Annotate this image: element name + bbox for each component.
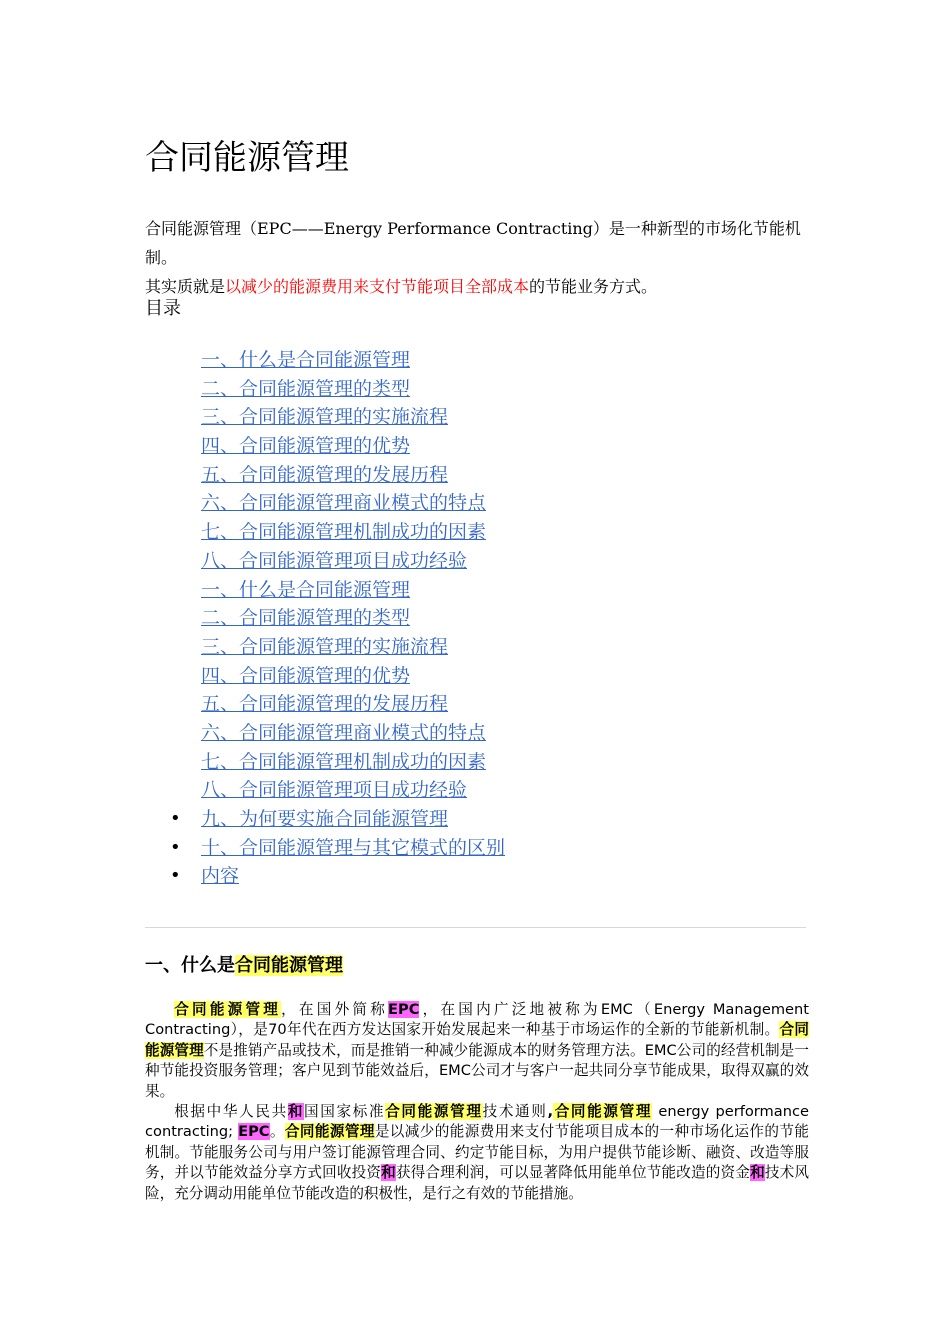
toc-link[interactable]: 七、合同能源管理机制成功的因素 (201, 750, 487, 773)
toc-item (201, 690, 505, 719)
body-paragraph-2 (145, 1102, 809, 1204)
body-text: EMC (644, 1041, 677, 1059)
toc-item (201, 662, 505, 691)
toc-link[interactable]: 内容 (201, 865, 240, 888)
toc-link[interactable]: 四、合同能源管理的优势 (201, 435, 411, 458)
toc-link[interactable]: 四、合同能源管理的优势 (201, 664, 411, 687)
toc-item (201, 375, 505, 404)
body-text: 不是推销产品或技术，而是推销一种减少能源成本的财务管理方法。 (203, 1041, 645, 1059)
highlight-term: 合同能源管理 (174, 1001, 282, 1018)
toc-item (201, 346, 505, 375)
toc-link[interactable]: 十、合同能源管理与其它模式的区别 (201, 836, 506, 859)
body-paragraph-1 (145, 1000, 809, 1102)
toc-item (201, 748, 505, 777)
body-text: ，在国外简称 (281, 1001, 389, 1018)
body-text: ，是 (238, 1021, 269, 1039)
toc-link[interactable]: 八、合同能源管理项目成功经验 (201, 779, 468, 802)
intro-line-2-prefix: 其实质就是 (145, 277, 226, 296)
body-text: 获得合理利润，可以显著降低用能单位节能改造的资金 (395, 1164, 751, 1182)
highlight-term: 和 (381, 1164, 396, 1182)
toc-link[interactable]: 二、合同能源管理的类型 (201, 607, 411, 630)
body-text: EMC (438, 1062, 471, 1080)
highlight-term: EPC (388, 1001, 420, 1018)
toc-link[interactable]: 七、合同能源管理机制成功的因素 (201, 521, 487, 544)
toc-label: 目录 (145, 298, 181, 319)
body-text: 年代在西方发达国家开始发展起来一种基于市场运作的全新的节能新机制。 (286, 1021, 780, 1039)
body-text: 。 (269, 1123, 285, 1141)
body-text: 国国家标准 (304, 1103, 386, 1121)
toc-item (201, 547, 505, 576)
toc-link[interactable]: 六、合同能源管理商业模式的特点 (201, 721, 487, 744)
toc-item (201, 489, 505, 518)
toc-item (201, 604, 505, 633)
toc-item (201, 518, 505, 547)
body-text: , (547, 1103, 554, 1121)
toc-item (201, 776, 505, 805)
body-text: energy performance contracting; (145, 1103, 809, 1141)
table-of-contents (201, 346, 505, 891)
toc-link[interactable]: 一、什么是合同能源管理 (201, 578, 411, 601)
body-text: 70 (268, 1021, 287, 1039)
section-heading (145, 951, 343, 981)
section-body (145, 1000, 809, 1204)
toc-link[interactable]: 一、什么是合同能源管理 (201, 349, 411, 371)
toc-link[interactable]: 五、合同能源管理的发展历程 (201, 693, 449, 716)
intro-paragraph (145, 214, 815, 301)
toc-item (201, 576, 505, 605)
toc-item-bulleted (201, 834, 505, 863)
body-text: ，在国内广泛地被称为 (419, 1001, 601, 1018)
toc-item-bulleted (201, 805, 505, 834)
body-text: EMC（Energy Management Contracting） (145, 1001, 809, 1039)
toc-link[interactable]: 三、合同能源管理的实施流程 (201, 635, 449, 658)
body-text: 根据中华人民共 (174, 1103, 288, 1121)
toc-link[interactable]: 九、为何要实施合同能源管理 (201, 808, 449, 830)
toc-item-bulleted (201, 862, 505, 891)
page-title: 合同能源管理 (145, 138, 349, 178)
intro-highlight-text: 以减少的能源费用来支付节能项目全部成本 (225, 277, 530, 296)
section-divider (145, 927, 806, 928)
highlight-term: 和 (287, 1103, 305, 1121)
section-heading-highlight: 合同能源管理 (235, 955, 343, 976)
toc-item (201, 432, 505, 461)
highlight-term: 合同能源管理 (553, 1103, 653, 1121)
body-text: 技术风险，充分调动用能单位节能改造的积极性，是行之有效的节能措施。 (145, 1164, 809, 1202)
toc-item (201, 461, 505, 490)
body-text: 公司的经营机制是一种节能投资服务管理；客户见到节能效益后， (145, 1041, 809, 1080)
highlight-term: 合同能源管理 (145, 1021, 809, 1059)
highlight-term: 合同能源管理 (284, 1123, 375, 1141)
intro-line-2 (145, 272, 815, 301)
toc-link[interactable]: 八、合同能源管理项目成功经验 (201, 549, 468, 572)
toc-link[interactable]: 五、合同能源管理的发展历程 (201, 463, 449, 486)
toc-item (201, 719, 505, 748)
intro-line-2-suffix: 的节能业务方式。 (529, 277, 658, 296)
body-text: 技术通则 (482, 1103, 548, 1121)
highlight-term: 和 (750, 1164, 765, 1182)
toc-item (201, 633, 505, 662)
highlight-term: 合同能源管理 (385, 1103, 483, 1121)
section-heading-prefix: 一、什么是 (145, 955, 235, 976)
body-text: 公司才与客户一起共同分享节能成果，取得双赢的效果。 (145, 1062, 809, 1100)
toc-item (201, 403, 505, 432)
toc-link[interactable]: 二、合同能源管理的类型 (201, 377, 411, 400)
intro-line-1: 合同能源管理（EPC——Energy Performance Contracting）是一种新型的市场化节能机制。 (145, 219, 801, 267)
toc-link[interactable]: 六、合同能源管理商业模式的特点 (201, 492, 487, 515)
toc-link[interactable]: 三、合同能源管理的实施流程 (201, 406, 449, 429)
highlight-term: EPC (238, 1123, 270, 1141)
body-text: 是以减少的能源费用来支付节能项目成本的一种市场化运作的节能机制。节能服务公司与用户签订能源管理合同、约定节能目标，为用户提供节能诊断、融资、改造等服务，并以节能效益分享方式回收投资 (145, 1123, 809, 1182)
